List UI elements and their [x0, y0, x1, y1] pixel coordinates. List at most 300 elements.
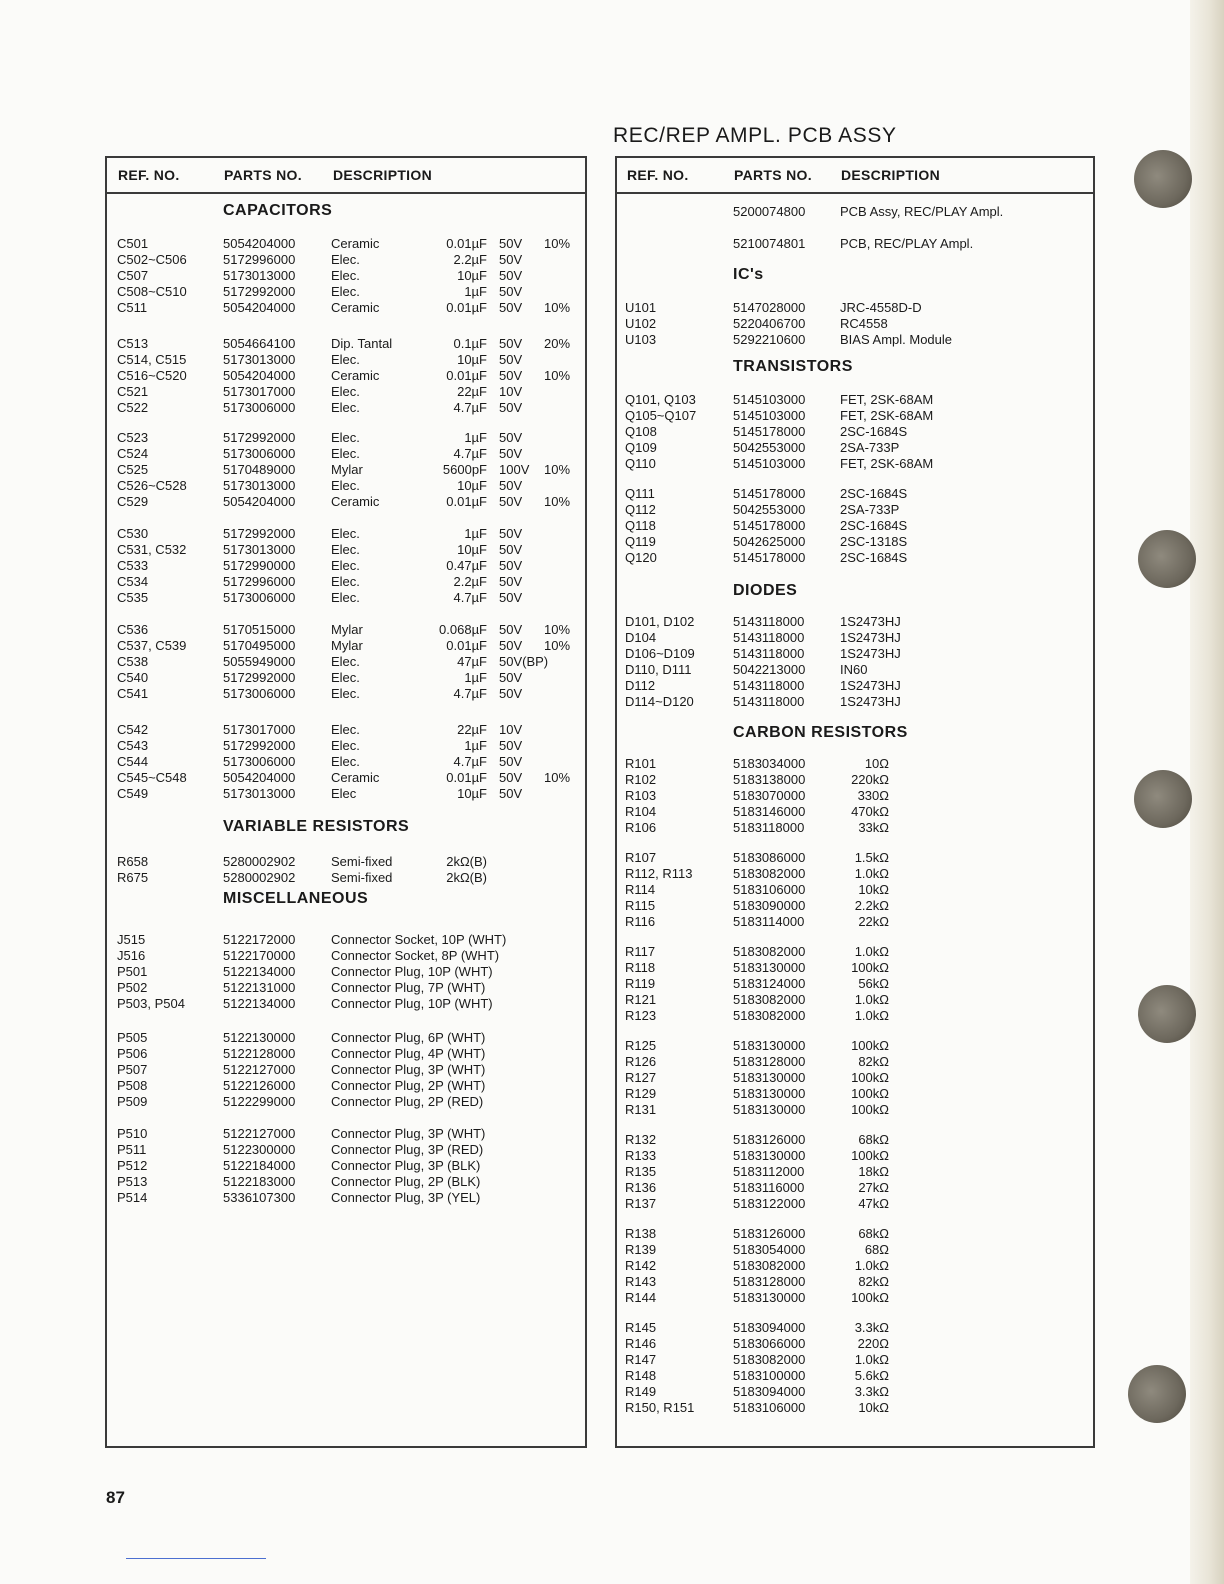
parts-no: 5173013000: [223, 268, 296, 283]
ref-no: P508: [117, 1078, 148, 1093]
section-title: CARBON RESISTORS: [733, 724, 908, 741]
parts-no: 5183130000: [733, 960, 806, 975]
table-row: [617, 1336, 1093, 1352]
description: 2SA-733P: [840, 502, 900, 517]
description: FET, 2SK-68AM: [840, 392, 934, 407]
voltage: 50V: [499, 770, 523, 785]
tolerance: 10%: [544, 622, 571, 637]
description: Elec.: [331, 738, 360, 753]
ref-no: R112, R113: [625, 866, 693, 881]
parts-no: 5054204000: [223, 494, 296, 509]
ref-no: R106: [625, 820, 657, 835]
description: Ceramic: [331, 236, 380, 251]
ref-no: R114: [625, 882, 656, 897]
table-row: [107, 526, 585, 542]
table-row: [107, 654, 585, 670]
value: 220kΩ: [851, 772, 889, 787]
table-row: [617, 1242, 1093, 1258]
voltage: 50V: [499, 252, 523, 267]
ref-no: R117: [625, 944, 656, 959]
parts-no: 5183094000: [733, 1320, 806, 1335]
ref-no: C530: [117, 526, 149, 541]
table-row: [617, 1274, 1093, 1290]
table-row: [617, 1196, 1093, 1212]
ref-no: C521: [117, 384, 149, 399]
voltage: 50V: [499, 526, 523, 541]
page-number: 87: [106, 1488, 125, 1507]
value: 1µF: [464, 670, 487, 685]
voltage: 50V: [499, 558, 523, 573]
description: Mylar: [331, 462, 363, 477]
voltage: 100V: [499, 462, 530, 477]
parts-no: 5183082000: [733, 866, 806, 881]
voltage: 50V: [499, 590, 523, 605]
parts-no: 5183146000: [733, 804, 806, 819]
ref-no: D114~D120: [625, 694, 694, 709]
parts-no: 5122299000: [223, 1094, 296, 1109]
ref-no: R115: [625, 898, 656, 913]
value: 1.0kΩ: [854, 1258, 889, 1273]
description: Elec.: [331, 268, 360, 283]
voltage: 50V: [499, 236, 523, 251]
parts-no: 5042625000: [733, 534, 806, 549]
parts-no: 5145103000: [733, 408, 806, 423]
ref-no: J515: [117, 932, 146, 947]
ref-no: C545~C548: [117, 770, 187, 785]
table-row: [107, 284, 585, 300]
description: BIAS Ampl. Module: [840, 332, 952, 347]
parts-no: 5183082000: [733, 992, 806, 1007]
ref-no: R148: [625, 1368, 657, 1383]
value: 27kΩ: [858, 1180, 889, 1195]
table-row: [617, 882, 1093, 898]
ref-no: R123: [625, 1008, 657, 1023]
parts-no: 5122172000: [223, 932, 296, 947]
ref-no: R145: [625, 1320, 657, 1335]
parts-no: 5170489000: [223, 462, 296, 477]
parts-no: 5173017000: [223, 722, 296, 737]
parts-no: 5183122000: [733, 1196, 806, 1211]
value: 2kΩ(B): [446, 854, 487, 869]
parts-no: 5183112000: [733, 1164, 805, 1179]
table-row: [107, 1126, 585, 1142]
parts-no: 5172990000: [223, 558, 296, 573]
value: 470kΩ: [851, 804, 889, 819]
table-row: [107, 336, 585, 352]
table-row: [107, 478, 585, 494]
table-row: [617, 646, 1093, 662]
ref-no: R149: [625, 1384, 657, 1399]
value: 10kΩ: [858, 1400, 889, 1415]
tolerance: 10%: [544, 236, 571, 251]
parts-no: 5280002902: [223, 854, 296, 869]
ref-no: C535: [117, 590, 149, 605]
parts-no: 5173017000: [223, 384, 296, 399]
voltage: 50V: [499, 400, 523, 415]
ref-no: U101: [625, 300, 657, 315]
parts-no: 5054204000: [223, 236, 296, 251]
value: 4.7µF: [453, 400, 487, 415]
ref-no: R144: [625, 1290, 657, 1305]
parts-no: 5210074801: [733, 236, 806, 251]
table-row: [617, 1352, 1093, 1368]
tolerance: 10%: [544, 368, 571, 383]
table-row: [617, 1054, 1093, 1070]
ref-no: Q109: [625, 440, 657, 455]
parts-no: 5183116000: [733, 1180, 805, 1195]
ref-no: R136: [625, 1180, 657, 1195]
ref-no: C544: [117, 754, 149, 769]
value: 82kΩ: [858, 1274, 889, 1289]
parts-no: 5143118000: [733, 646, 805, 661]
voltage: 50V: [499, 430, 523, 445]
ref-no: Q108: [625, 424, 657, 439]
ref-no: C540: [117, 670, 149, 685]
value: 330Ω: [857, 788, 889, 803]
description: Connector Plug, 3P (RED): [331, 1142, 484, 1157]
ref-no: C536: [117, 622, 149, 637]
parts-no: 5122131000: [223, 980, 296, 995]
table-row: [107, 638, 585, 654]
parts-no: 5122300000: [223, 1142, 296, 1157]
ref-no: U102: [625, 316, 657, 331]
table-row: [107, 590, 585, 606]
value: 18kΩ: [858, 1164, 889, 1179]
voltage: 10V: [499, 722, 523, 737]
parts-no: 5173013000: [223, 786, 296, 801]
table-row: [107, 964, 585, 980]
description: IN60: [840, 662, 868, 677]
parts-no: 5170515000: [223, 622, 296, 637]
punch-hole: [1134, 150, 1192, 208]
parts-no: 5183130000: [733, 1148, 806, 1163]
value: 3.3kΩ: [854, 1320, 889, 1335]
value: 47µF: [457, 654, 487, 669]
ref-no: D112: [625, 678, 656, 693]
value: 0.01µF: [446, 300, 487, 315]
parts-no: 5054204000: [223, 300, 296, 315]
ref-no: C502~C506: [117, 252, 187, 267]
parts-no: 5172996000: [223, 252, 296, 267]
table-row: [617, 300, 1093, 316]
table-row: [617, 1038, 1093, 1054]
parts-no: 5183066000: [733, 1336, 806, 1351]
description: Elec.: [331, 252, 360, 267]
value: 82kΩ: [858, 1054, 889, 1069]
right-table-title: REC/REP AMPL. PCB ASSY: [613, 124, 897, 147]
table-row: [617, 1384, 1093, 1400]
parts-no: 5183118000: [733, 820, 805, 835]
ref-no: C537, C539: [117, 638, 187, 653]
ref-no: C507: [117, 268, 149, 283]
table-row: [617, 898, 1093, 914]
parts-no: 5172992000: [223, 430, 296, 445]
description: PCB, REC/PLAY Ampl.: [840, 236, 974, 251]
parts-no: 5280002902: [223, 870, 296, 885]
parts-no: 5292210600: [733, 332, 806, 347]
table-row: [107, 686, 585, 702]
table-row: [107, 300, 585, 316]
description: Connector Plug, 6P (WHT): [331, 1030, 486, 1045]
description: Elec.: [331, 654, 360, 669]
value: 1.0kΩ: [854, 866, 889, 881]
section-title: MISCELLANEOUS: [223, 890, 369, 907]
table-row: [107, 1046, 585, 1062]
ref-no: C533: [117, 558, 149, 573]
description: Elec.: [331, 590, 360, 605]
ref-no: R104: [625, 804, 657, 819]
binder-edge: [1190, 0, 1224, 1584]
voltage: 50V: [499, 542, 523, 557]
ref-no: Q112: [625, 502, 656, 517]
punch-hole: [1128, 1365, 1186, 1423]
ref-no: C514, C515: [117, 352, 187, 367]
parts-no: 5172992000: [223, 284, 296, 299]
parts-no: 5183082000: [733, 1352, 806, 1367]
description: Connector Plug, 4P (WHT): [331, 1046, 486, 1061]
ref-no: R147: [625, 1352, 657, 1367]
value: 10Ω: [864, 756, 889, 771]
ref-no: C522: [117, 400, 149, 415]
table-row: [617, 408, 1093, 424]
table-row: [617, 820, 1093, 836]
value: 5.6kΩ: [854, 1368, 889, 1383]
table-row: [107, 622, 585, 638]
table-row: [107, 1078, 585, 1094]
value: 5600pF: [442, 462, 487, 477]
table-row: [617, 976, 1093, 992]
parts-no: 5122134000: [223, 996, 296, 1011]
value: 10µF: [457, 478, 487, 493]
table-row: [107, 1174, 585, 1190]
table-row: [107, 870, 585, 886]
parts-no: 5145178000: [733, 550, 806, 565]
voltage: 50V: [499, 638, 523, 653]
parts-no: 5183130000: [733, 1070, 806, 1085]
table-row: [107, 1030, 585, 1046]
value: 100kΩ: [851, 1070, 889, 1085]
parts-no: 5173006000: [223, 590, 296, 605]
value: 0.01µF: [446, 638, 487, 653]
ref-no: U103: [625, 332, 657, 347]
description: Elec.: [331, 542, 360, 557]
value: 2.2µF: [453, 574, 487, 589]
table-row: [107, 1142, 585, 1158]
description: Connector Plug, 10P (WHT): [331, 964, 493, 979]
parts-no: 5145178000: [733, 424, 806, 439]
ref-no: R102: [625, 772, 657, 787]
ref-no: C523: [117, 430, 149, 445]
table-row: [617, 788, 1093, 804]
voltage: 10V: [499, 384, 523, 399]
value: 100kΩ: [851, 1290, 889, 1305]
table-row: [617, 804, 1093, 820]
value: 10kΩ: [858, 882, 889, 897]
ref-no: R675: [117, 870, 149, 885]
ref-no: R129: [625, 1086, 657, 1101]
voltage: 50V: [499, 686, 523, 701]
value: 4.7µF: [453, 446, 487, 461]
table-row: [107, 770, 585, 786]
ref-no: Q105~Q107: [625, 408, 697, 423]
table-row: [617, 1290, 1093, 1306]
value: 10µF: [457, 786, 487, 801]
ref-no: C526~C528: [117, 478, 187, 493]
section-title: CAPACITORS: [223, 202, 333, 219]
value: 3.3kΩ: [854, 1384, 889, 1399]
ref-no: R101: [625, 756, 657, 771]
table-row: [107, 494, 585, 510]
table-row: [107, 854, 585, 870]
parts-no: 5183126000: [733, 1226, 806, 1241]
voltage: 50V: [499, 284, 523, 299]
table-row: [107, 932, 585, 948]
parts-no: 5183130000: [733, 1102, 806, 1117]
ref-no: C511: [117, 300, 148, 315]
parts-no: 5054204000: [223, 368, 296, 383]
ref-no: C529: [117, 494, 149, 509]
tolerance: 10%: [544, 300, 571, 315]
description: Elec.: [331, 384, 360, 399]
ref-no: P513: [117, 1174, 148, 1189]
table-row: [107, 462, 585, 478]
ref-no: C541: [117, 686, 149, 701]
parts-no: 5122128000: [223, 1046, 296, 1061]
parts-no: 5183130000: [733, 1086, 806, 1101]
table-row: [617, 534, 1093, 550]
value: 0.01µF: [446, 770, 487, 785]
parts-no: 5183138000: [733, 772, 806, 787]
description: Elec.: [331, 558, 360, 573]
description: 2SC-1684S: [840, 424, 908, 439]
value: 47kΩ: [858, 1196, 889, 1211]
table-row: [617, 1086, 1093, 1102]
description: 2SC-1318S: [840, 534, 908, 549]
punch-hole: [1134, 770, 1192, 828]
parts-no: 5173006000: [223, 686, 296, 701]
ref-no: C524: [117, 446, 149, 461]
description: Ceramic: [331, 300, 380, 315]
ref-no: R131: [625, 1102, 657, 1117]
description: Connector Socket, 10P (WHT): [331, 932, 507, 947]
parts-no: 5122170000: [223, 948, 296, 963]
description: FET, 2SK-68AM: [840, 456, 934, 471]
voltage: 50V: [499, 352, 523, 367]
table-row: [617, 204, 1093, 220]
parts-no: 5172992000: [223, 738, 296, 753]
section-title: DIODES: [733, 582, 798, 599]
voltage: 50V(BP): [499, 654, 549, 669]
table-row: [617, 630, 1093, 646]
description: 2SA-733P: [840, 440, 900, 455]
ref-no: R137: [625, 1196, 657, 1211]
description: 2SC-1684S: [840, 550, 908, 565]
parts-no: 5173013000: [223, 478, 296, 493]
table-row: [107, 352, 585, 368]
parts-no: 5183086000: [733, 850, 806, 865]
parts-no: 5183034000: [733, 756, 806, 771]
ref-no: Q118: [625, 518, 656, 533]
ref-no: C525: [117, 462, 149, 477]
table-row: [107, 268, 585, 284]
table-row: [617, 502, 1093, 518]
section-title: VARIABLE RESISTORS: [223, 818, 410, 835]
table-row: [617, 678, 1093, 694]
parts-no: 5173013000: [223, 542, 296, 557]
table-row: [617, 992, 1093, 1008]
table-row: [107, 948, 585, 964]
parts-no: 5173006000: [223, 754, 296, 769]
parts-no: 5183130000: [733, 1290, 806, 1305]
table-row: [617, 1008, 1093, 1024]
parts-no: 5183128000: [733, 1054, 806, 1069]
ref-no: R139: [625, 1242, 657, 1257]
table-row: [107, 738, 585, 754]
table-row: [617, 440, 1093, 456]
voltage: 50V: [499, 300, 523, 315]
ref-no: P506: [117, 1046, 148, 1061]
description: Elec.: [331, 430, 360, 445]
table-row: [617, 1070, 1093, 1086]
description: 1S2473HJ: [840, 614, 901, 629]
voltage: 50V: [499, 446, 523, 461]
ref-no: P507: [117, 1062, 148, 1077]
section-title: TRANSISTORS: [733, 358, 853, 375]
table-row: [617, 1400, 1093, 1416]
ref-no: D101, D102: [625, 614, 695, 629]
voltage: 50V: [499, 738, 523, 753]
table-row: [107, 996, 585, 1012]
table-row: [617, 1164, 1093, 1180]
parts-no: 5183070000: [733, 788, 806, 803]
header-ref: REF. NO.: [627, 167, 689, 183]
table-row: [617, 332, 1093, 348]
table-row: [617, 1258, 1093, 1274]
parts-no: 5143118000: [733, 630, 805, 645]
parts-no: 5183100000: [733, 1368, 806, 1383]
value: 0.01µF: [446, 368, 487, 383]
ref-no: P502: [117, 980, 148, 995]
parts-no: 5122126000: [223, 1078, 296, 1093]
parts-no: 5183090000: [733, 898, 806, 913]
description: 2SC-1684S: [840, 486, 908, 501]
table-row: [617, 850, 1093, 866]
ref-no: R107: [625, 850, 657, 865]
ref-no: R121: [625, 992, 657, 1007]
parts-no: 5220406700: [733, 316, 806, 331]
description: Elec.: [331, 526, 360, 541]
table-row: [617, 944, 1093, 960]
description: Connector Plug, 3P (BLK): [331, 1158, 481, 1173]
header-desc: DESCRIPTION: [333, 167, 432, 183]
ref-no: D106~D109: [625, 646, 695, 661]
parts-no: 5143118000: [733, 614, 805, 629]
parts-no: 5173013000: [223, 352, 296, 367]
header-desc: DESCRIPTION: [841, 167, 940, 183]
table-row: [617, 914, 1093, 930]
description: 1S2473HJ: [840, 694, 901, 709]
value: 2.2µF: [453, 252, 487, 267]
parts-no: 5172996000: [223, 574, 296, 589]
ref-no: C501: [117, 236, 149, 251]
table-row: [107, 1158, 585, 1174]
ref-no: R150, R151: [625, 1400, 695, 1415]
table-row: [617, 316, 1093, 332]
voltage: 50V: [499, 754, 523, 769]
description: 1S2473HJ: [840, 646, 901, 661]
description: Elec.: [331, 400, 360, 415]
parts-no: 5122127000: [223, 1126, 296, 1141]
